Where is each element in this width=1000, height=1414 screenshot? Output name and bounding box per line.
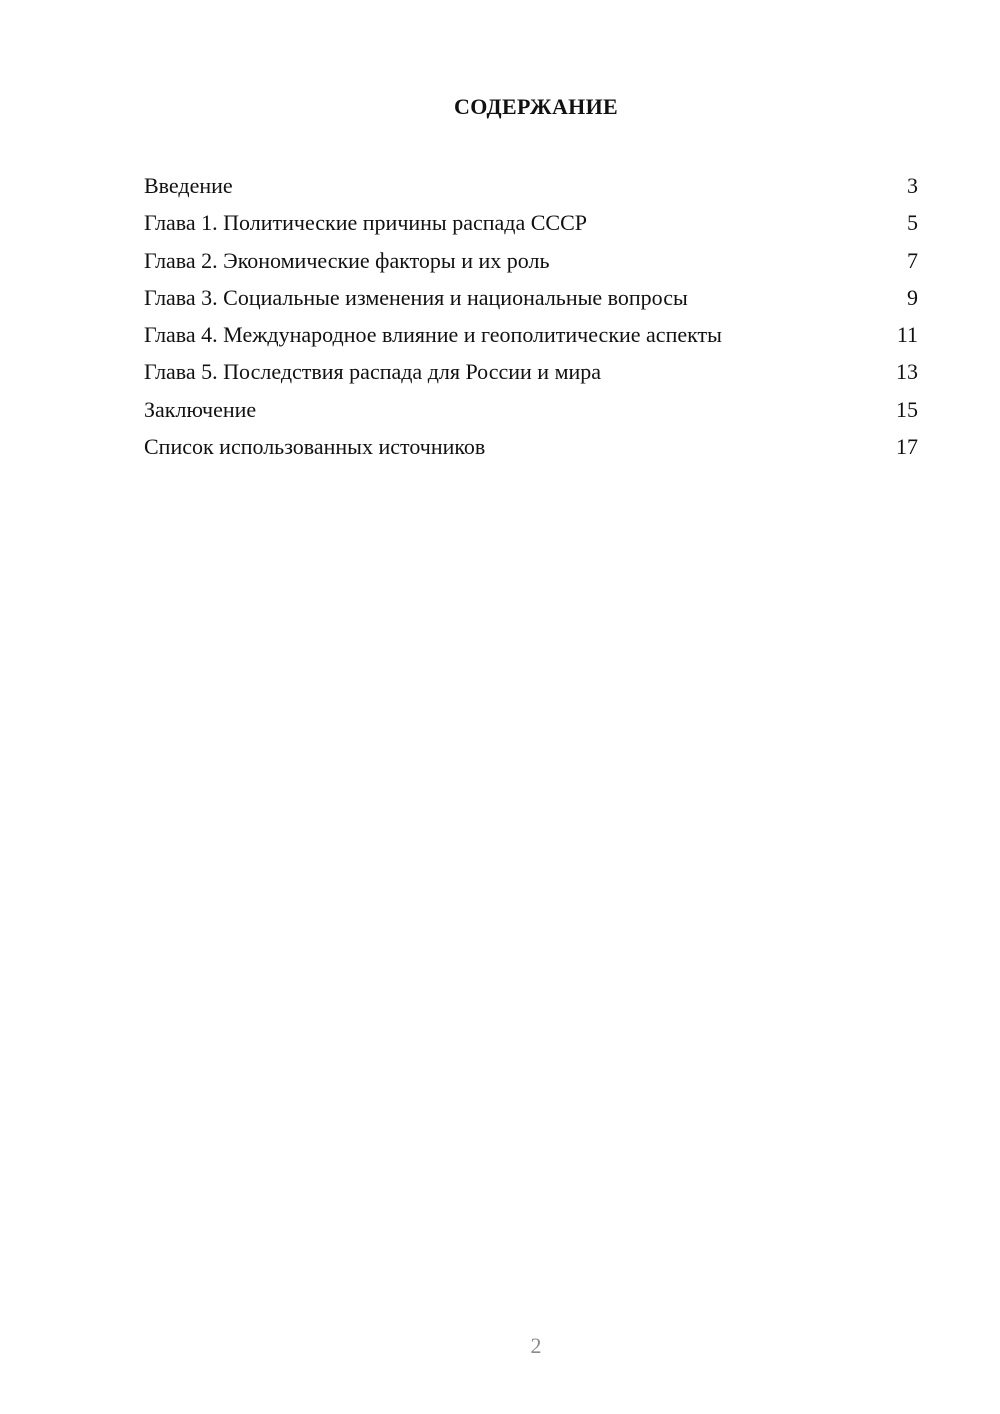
toc-entry-label: Введение: [144, 173, 233, 198]
toc-entry-page: 9: [907, 284, 918, 310]
toc-entry-page: 13: [896, 359, 918, 385]
toc-entry-label: Заключение: [144, 396, 257, 422]
toc-entry-label: Глава 5. Последствия распада для России и мира: [144, 359, 602, 385]
toc-entry-label: Глава 1. Политические причины распада СССР: [144, 210, 587, 236]
toc-entry-page: 17: [896, 434, 918, 460]
toc-entry-chapter-2: [144, 242, 918, 279]
toc-entry-page: 7: [907, 247, 918, 273]
toc-entry-label: Глава 4. Международное влияние и геополитические аспекты: [144, 322, 722, 348]
toc-entry-label: Глава 3. Социальные изменения и национальные вопросы: [144, 284, 688, 310]
toc-entry-label: Список использованных источников: [144, 434, 486, 460]
toc-title: СОДЕРЖАНИЕ: [454, 94, 618, 119]
toc-entry-chapter-1: [144, 204, 918, 241]
page-number: 2: [530, 1333, 542, 1358]
toc-entry-page: 3: [907, 173, 918, 198]
toc-entry-page: 15: [896, 396, 918, 422]
table-of-contents: [144, 167, 918, 465]
toc-entry-chapter-4: [144, 316, 918, 353]
toc-entry-page: 11: [896, 322, 918, 348]
toc-entry-label: Глава 2. Экономические факторы и их роль: [144, 247, 550, 273]
toc-entry-introduction: [144, 167, 918, 204]
toc-entry-chapter-5: [144, 353, 918, 390]
toc-entry-page: 5: [907, 210, 918, 236]
toc-entry-chapter-3: [144, 279, 918, 316]
toc-entry-conclusion: [144, 391, 918, 428]
toc-entry-references: [144, 428, 918, 465]
